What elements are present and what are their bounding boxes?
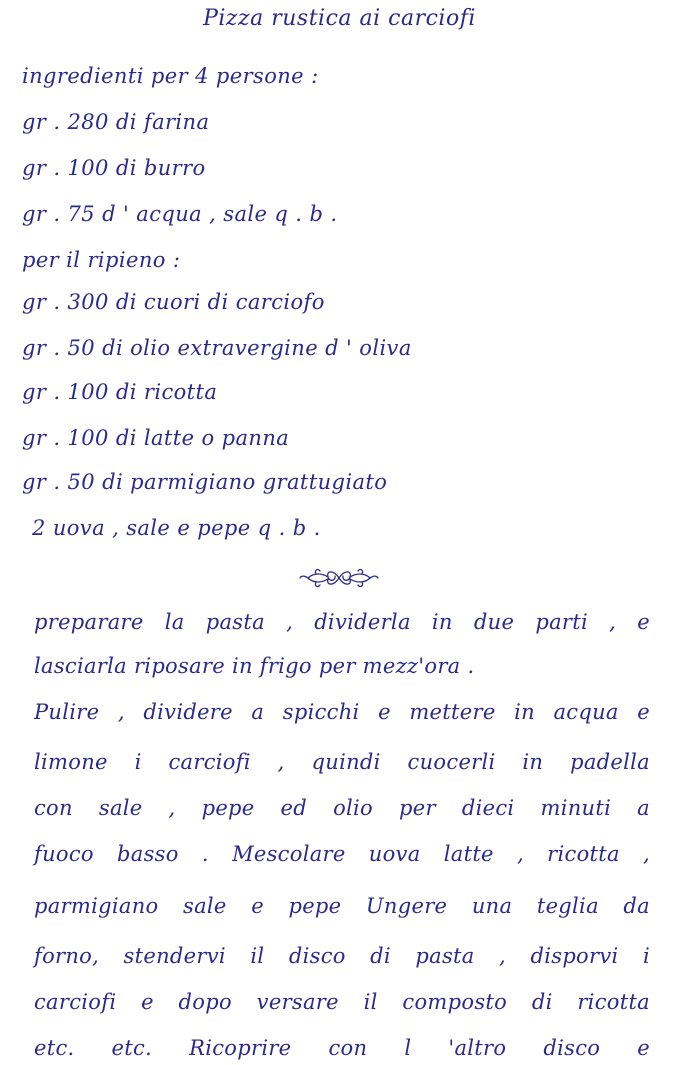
method-line-6: fuoco basso . Mescolare uova latte , ricotta , (34, 842, 650, 866)
method-line-9: carciofi e dopo versare il composto di ricotta (34, 990, 650, 1014)
method-line-10: etc. etc. Ricoprire con l 'altro disco e (34, 1036, 650, 1060)
filling-ingredient-milk: gr . 100 di latte o panna (22, 426, 290, 450)
method-line-5: con sale , pepe ed olio per dieci minuti a (34, 796, 650, 820)
method-line-3: Pulire , dividere a spicchi e mettere in acqua e (34, 700, 650, 724)
dough-ingredient-butter: gr . 100 di burro (22, 156, 206, 180)
method-line-4: limone i carciofi , quindi cuocerli in padella (34, 750, 650, 774)
filling-ingredient-artichokes: gr . 300 di cuori di carciofo (22, 290, 325, 314)
filling-ingredient-ricotta: gr . 100 di ricotta (22, 380, 218, 404)
method-line-2: lasciarla riposare in frigo per mezz'ora . (34, 654, 475, 678)
filling-ingredient-parmesan: gr . 50 di parmigiano grattugiato (22, 470, 388, 494)
ingredients-heading: ingredienti per 4 persone : (22, 64, 319, 88)
filling-ingredient-eggs: 2 uova , sale e pepe q . b . (32, 516, 321, 540)
filling-heading: per il ripieno : (22, 248, 181, 272)
method-line-8: forno, stendervi il disco di pasta , disporvi i (34, 944, 650, 968)
dough-ingredient-water-salt: gr . 75 d ' acqua , sale q . b . (22, 202, 338, 226)
method-line-1: preparare la pasta , dividerla in due parti , e (34, 610, 650, 634)
dough-ingredient-flour: gr . 280 di farina (22, 110, 210, 134)
filling-ingredient-oil: gr . 50 di olio extravergine d ' oliva (22, 336, 412, 360)
flourish-ornament-icon (298, 566, 380, 590)
method-line-7: parmigiano sale e pepe Ungere una teglia da (34, 894, 650, 918)
recipe-title: Pizza rustica ai carciofi (203, 6, 476, 31)
